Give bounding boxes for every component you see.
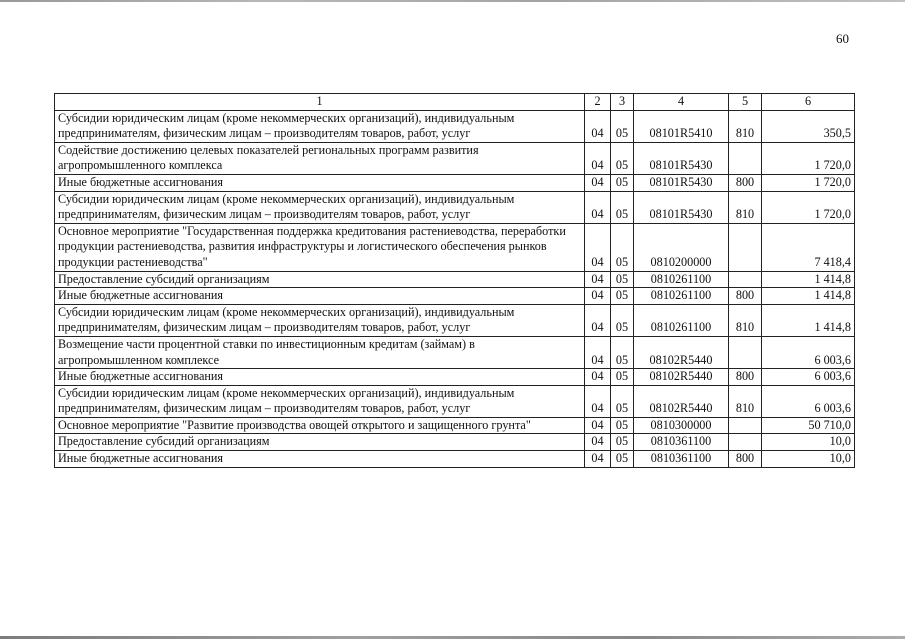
- row-name-cell: Основное мероприятие "Развитие производства овощей открытого и защищенного грунта": [55, 417, 585, 434]
- row-subsection-cell: 05: [611, 142, 634, 174]
- row-target-article-cell: 0810300000: [634, 417, 729, 434]
- row-name-cell: Субсидии юридическим лицам (кроме некоммерческих организаций), индивидуальным предпринимателям, физическим лицам – производителям товаров, работ, услуг: [55, 304, 585, 336]
- row-name-cell: Иные бюджетные ассигнования: [55, 288, 585, 305]
- row-name-cell: Иные бюджетные ассигнования: [55, 369, 585, 386]
- row-target-article-cell: 0810261100: [634, 271, 729, 288]
- row-name-cell: Субсидии юридическим лицам (кроме некоммерческих организаций), индивидуальным предпринимателям, физическим лицам – производителям товаров, работ, услуг: [55, 385, 585, 417]
- header-cell-csr: 4: [634, 94, 729, 111]
- row-subsection-cell: 05: [611, 336, 634, 368]
- row-name-cell: Иные бюджетные ассигнования: [55, 451, 585, 468]
- row-subsection-cell: 05: [611, 451, 634, 468]
- table-row: [55, 142, 855, 174]
- row-section-cell: 04: [585, 434, 611, 451]
- row-subsection-cell: 05: [611, 288, 634, 305]
- row-section-cell: 04: [585, 288, 611, 305]
- header-cell-name: 1: [55, 94, 585, 111]
- row-section-cell: 04: [585, 385, 611, 417]
- row-section-cell: 04: [585, 110, 611, 142]
- header-cell-sum: 6: [762, 94, 855, 111]
- row-target-article-cell: 0810261100: [634, 304, 729, 336]
- row-section-cell: 04: [585, 451, 611, 468]
- row-target-article-cell: 08102R5440: [634, 385, 729, 417]
- table-row: [55, 369, 855, 386]
- row-expense-type-cell: 800: [729, 369, 762, 386]
- row-section-cell: 04: [585, 369, 611, 386]
- row-target-article-cell: 0810361100: [634, 451, 729, 468]
- header-cell-rz: 2: [585, 94, 611, 111]
- row-target-article-cell: 08102R5440: [634, 336, 729, 368]
- table-row: [55, 385, 855, 417]
- row-expense-type-cell: 810: [729, 304, 762, 336]
- table-row: [55, 174, 855, 191]
- row-amount-cell: 10,0: [762, 434, 855, 451]
- row-amount-cell: 6 003,6: [762, 369, 855, 386]
- row-name-cell: Предоставление субсидий организациям: [55, 434, 585, 451]
- table-header-row: [55, 94, 855, 111]
- row-amount-cell: 6 003,6: [762, 385, 855, 417]
- row-section-cell: 04: [585, 417, 611, 434]
- row-target-article-cell: 08101R5430: [634, 191, 729, 223]
- table-row: [55, 271, 855, 288]
- row-amount-cell: 350,5: [762, 110, 855, 142]
- row-expense-type-cell: [729, 417, 762, 434]
- row-target-article-cell: 0810361100: [634, 434, 729, 451]
- row-subsection-cell: 05: [611, 434, 634, 451]
- row-expense-type-cell: 810: [729, 110, 762, 142]
- row-name-cell: Возмещение части процентной ставки по инвестиционным кредитам (займам) в агропромышленном комплексе: [55, 336, 585, 368]
- row-expense-type-cell: 800: [729, 174, 762, 191]
- row-amount-cell: 1 720,0: [762, 142, 855, 174]
- row-expense-type-cell: [729, 142, 762, 174]
- row-subsection-cell: 05: [611, 110, 634, 142]
- row-amount-cell: 1 414,8: [762, 288, 855, 305]
- row-subsection-cell: 05: [611, 174, 634, 191]
- row-expense-type-cell: 810: [729, 191, 762, 223]
- header-cell-pr: 3: [611, 94, 634, 111]
- row-amount-cell: 1 414,8: [762, 304, 855, 336]
- row-section-cell: 04: [585, 174, 611, 191]
- row-name-cell: Иные бюджетные ассигнования: [55, 174, 585, 191]
- row-name-cell: Основное мероприятие "Государственная поддержка кредитования растениеводства, переработки продукции растениеводства, развития инфраструктуры и логистического обеспечения рынков продукции растениеводства": [55, 223, 585, 271]
- row-amount-cell: 10,0: [762, 451, 855, 468]
- row-amount-cell: 50 710,0: [762, 417, 855, 434]
- row-target-article-cell: 0810200000: [634, 223, 729, 271]
- row-expense-type-cell: 800: [729, 288, 762, 305]
- row-target-article-cell: 0810261100: [634, 288, 729, 305]
- row-expense-type-cell: [729, 223, 762, 271]
- row-subsection-cell: 05: [611, 417, 634, 434]
- table-row: [55, 451, 855, 468]
- table-body: [55, 110, 855, 467]
- row-amount-cell: 1 720,0: [762, 191, 855, 223]
- table-row: [55, 417, 855, 434]
- row-subsection-cell: 05: [611, 191, 634, 223]
- row-section-cell: 04: [585, 142, 611, 174]
- row-name-cell: Предоставление субсидий организациям: [55, 271, 585, 288]
- header-cell-vr: 5: [729, 94, 762, 111]
- row-name-cell: Субсидии юридическим лицам (кроме некоммерческих организаций), индивидуальным предпринимателям, физическим лицам – производителям товаров, работ, услуг: [55, 110, 585, 142]
- table-row: [55, 223, 855, 271]
- row-subsection-cell: 05: [611, 369, 634, 386]
- row-name-cell: Субсидии юридическим лицам (кроме некоммерческих организаций), индивидуальным предпринимателям, физическим лицам – производителям товаров, работ, услуг: [55, 191, 585, 223]
- row-expense-type-cell: [729, 271, 762, 288]
- row-section-cell: 04: [585, 336, 611, 368]
- row-amount-cell: 7 418,4: [762, 223, 855, 271]
- row-subsection-cell: 05: [611, 223, 634, 271]
- row-section-cell: 04: [585, 271, 611, 288]
- table-row: [55, 110, 855, 142]
- page-number: 60: [836, 31, 849, 46]
- row-expense-type-cell: 810: [729, 385, 762, 417]
- table-row: [55, 304, 855, 336]
- row-amount-cell: 1 414,8: [762, 271, 855, 288]
- table-row: [55, 336, 855, 368]
- row-section-cell: 04: [585, 223, 611, 271]
- row-section-cell: 04: [585, 191, 611, 223]
- row-amount-cell: 6 003,6: [762, 336, 855, 368]
- table-row: [55, 191, 855, 223]
- scan-edge-bottom: [0, 636, 905, 639]
- table-row: [55, 434, 855, 451]
- row-amount-cell: 1 720,0: [762, 174, 855, 191]
- row-target-article-cell: 08101R5430: [634, 142, 729, 174]
- row-subsection-cell: 05: [611, 271, 634, 288]
- row-expense-type-cell: [729, 336, 762, 368]
- row-target-article-cell: 08101R5430: [634, 174, 729, 191]
- row-target-article-cell: 08102R5440: [634, 369, 729, 386]
- row-section-cell: 04: [585, 304, 611, 336]
- row-name-cell: Содействие достижению целевых показателей региональных программ развития агропромышленного комплекса: [55, 142, 585, 174]
- row-subsection-cell: 05: [611, 304, 634, 336]
- row-expense-type-cell: 800: [729, 451, 762, 468]
- row-subsection-cell: 05: [611, 385, 634, 417]
- scan-edge-top: [0, 0, 905, 2]
- row-expense-type-cell: [729, 434, 762, 451]
- table-row: [55, 288, 855, 305]
- row-target-article-cell: 08101R5410: [634, 110, 729, 142]
- budget-table: [54, 93, 855, 468]
